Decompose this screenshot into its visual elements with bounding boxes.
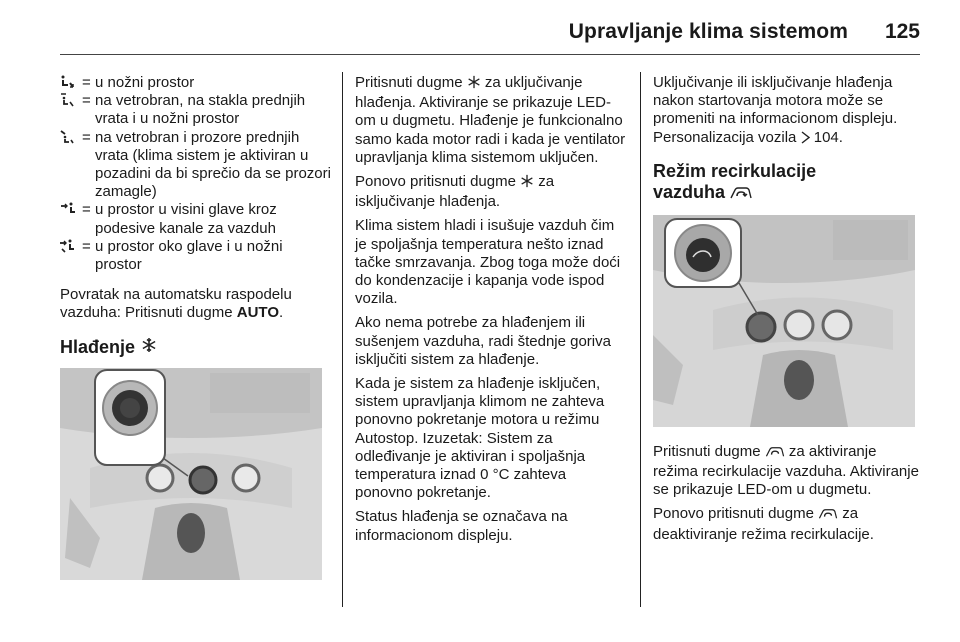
page-number: 125 [884, 20, 920, 43]
auto-paragraph: Povratak na automatsku raspodelu vazduha: Pritisnuti dugme AUTO. [60, 286, 292, 322]
column-divider [640, 72, 641, 607]
column-middle [355, 74, 627, 551]
legend-item [60, 238, 332, 274]
legend-item [60, 201, 332, 237]
legend-equals: = [82, 237, 91, 255]
section-heading-recirculation: Režim recirkulacije vazduha [653, 161, 925, 205]
recirculation-icon [818, 507, 838, 525]
legend-item [60, 92, 332, 128]
snowflake-icon [467, 75, 481, 94]
legend-item [60, 74, 332, 92]
legend-text: na vetrobran i prozore prednjih vrata (klima sistem je aktiviran u pozadini da bi sprečio da se prozori zamagle) [95, 128, 331, 201]
legend-equals: = [82, 92, 91, 110]
legend-text: u nožni prostor [95, 74, 195, 91]
paragraph: Ponovo pritisnuti dugme za isključivanje hlađenja. [355, 173, 555, 211]
page-reference-arrow-icon [801, 131, 810, 149]
section-heading-cooling: Hlađenje [60, 337, 332, 358]
auto-button-label: AUTO [236, 304, 279, 322]
airflow-head-icon [60, 201, 82, 219]
paragraph: Klima sistem hladi i isušuje vazduh čim je spoljašnja temperatura nešto iznad tačke smrzavanja. Zbog toga može doći do kondenzacije i kapanja vode ispod vozila. [355, 217, 621, 308]
paragraph: Pritisnuti dugme za uključivanje hlađenja. Aktiviranje se prikazuje LED-om u dugmetu. Hlađenje je funkcionalno samo kada motor radi i kada je ventilator upravljanja klima sistemom uključen. [355, 74, 626, 166]
paragraph: Status hlađenja se označava na informacionom displeju. [355, 508, 568, 544]
snowflake-icon [520, 174, 534, 193]
paragraph: Ponovo pritisnuti dugme za deaktiviranje režima recirkulacije. [653, 505, 874, 543]
recirculation-button-photo [653, 215, 915, 427]
page-title: Upravljanje klima sistemom [568, 20, 848, 43]
column-divider [342, 72, 343, 607]
recirculation-icon [765, 445, 785, 463]
airflow-head-footwell-icon [60, 238, 82, 256]
recirculation-icon [730, 184, 752, 205]
header-rule [60, 54, 920, 55]
page-header [60, 14, 920, 54]
snowflake-icon [141, 337, 157, 358]
airflow-windscreen-icon [60, 129, 82, 147]
paragraph: Pritisnuti dugme za aktiviranje režima recirkulacije vazduha. Aktiviranje se prikazuje LED-om u dugmetu. [653, 442, 919, 499]
legend-equals: = [82, 74, 91, 91]
paragraph: Uključivanje ili isključivanje hlađenja nakon startovanja motora može se promeniti na informacionom displeju. Personalizacija vozila 104. [653, 74, 925, 149]
paragraph: Ako nema potrebe za hlađenjem ili sušenjem vazduha, radi štednje goriva isključiti sistem za hlađenje. [355, 314, 611, 368]
cooling-button-photo [60, 368, 322, 580]
airflow-footwell-icon [60, 74, 82, 92]
airflow-windscreen-footwell-icon [60, 92, 82, 110]
legend-text: u prostor u visini glave kroz podesive kanale za vazduh [95, 201, 277, 237]
legend-item [60, 129, 332, 202]
paragraph: Kada je sistem za hlađenje isključen, sistem upravljanja klimom ne zahteva ponovno pokretanje motora u režimu Autostop. Izuzetak: Sistem za odleđivanje je aktiviran i spoljašnja temperatura iznad 0 °C zahteva ponovno pokretanje. [355, 375, 605, 502]
legend-equals: = [82, 201, 91, 219]
page-reference: 104 [813, 128, 839, 146]
legend-text: u prostor oko glave i u nožni prostor [95, 237, 283, 274]
legend-equals: = [82, 128, 91, 146]
column-right [653, 74, 925, 550]
column-left [60, 74, 332, 580]
legend-text: na vetrobran, na stakla prednjih vrata i u nožni prostor [95, 92, 306, 128]
